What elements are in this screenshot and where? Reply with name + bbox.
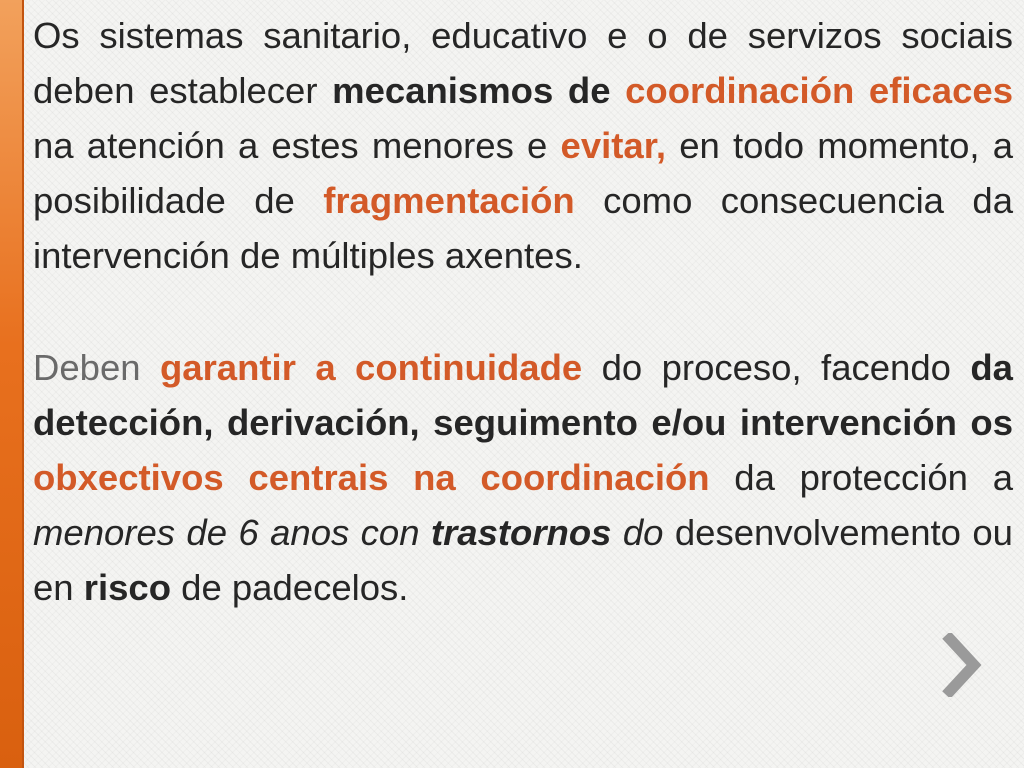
italic-run: menores de 6 anos con: [33, 512, 420, 553]
space: [141, 347, 160, 388]
text-run: Os sistemas sanitario, educativo e o de servizos sociais deben establecer: [33, 15, 1013, 111]
text-run: desenvolvemento ou en: [33, 512, 1013, 608]
highlight-run: obxectivos centrais na coordinación: [33, 457, 710, 498]
bold-run: mecanismos de: [332, 70, 611, 111]
bold-run: da detección, derivación, seguimento e/ou intervención os: [33, 347, 1013, 443]
bold-run: risco: [83, 567, 171, 608]
text-run: da protección a: [709, 457, 1013, 498]
space: [611, 70, 626, 111]
highlight-run: fragmentación: [323, 180, 575, 221]
text-run: de padecelos.: [171, 567, 409, 608]
text-run: en todo momento, a posibilidade de: [33, 125, 1013, 221]
paragraph-coordination: [33, 8, 1013, 283]
highlight-run: garantir a continuidade: [160, 347, 583, 388]
highlight-run: coordinación eficaces: [625, 70, 1013, 111]
italic-run: do: [622, 512, 664, 553]
text-run: como consecuencia da intervención de múltiples axentes.: [33, 180, 1013, 276]
chevron-right-icon: [940, 633, 984, 697]
space: [611, 512, 622, 553]
bold-italic-run: trastornos: [430, 512, 612, 553]
highlight-run: evitar,: [560, 125, 667, 166]
muted-run: Deben: [33, 347, 141, 388]
text-run: na atención a estes menores e: [33, 125, 561, 166]
paragraph-continuity: [33, 340, 1013, 615]
text-run: do proceso, facendo: [582, 347, 971, 388]
space: [420, 512, 431, 553]
slide-body: [33, 8, 1013, 615]
next-slide-button[interactable]: [940, 633, 984, 697]
accent-bar: [0, 0, 24, 768]
